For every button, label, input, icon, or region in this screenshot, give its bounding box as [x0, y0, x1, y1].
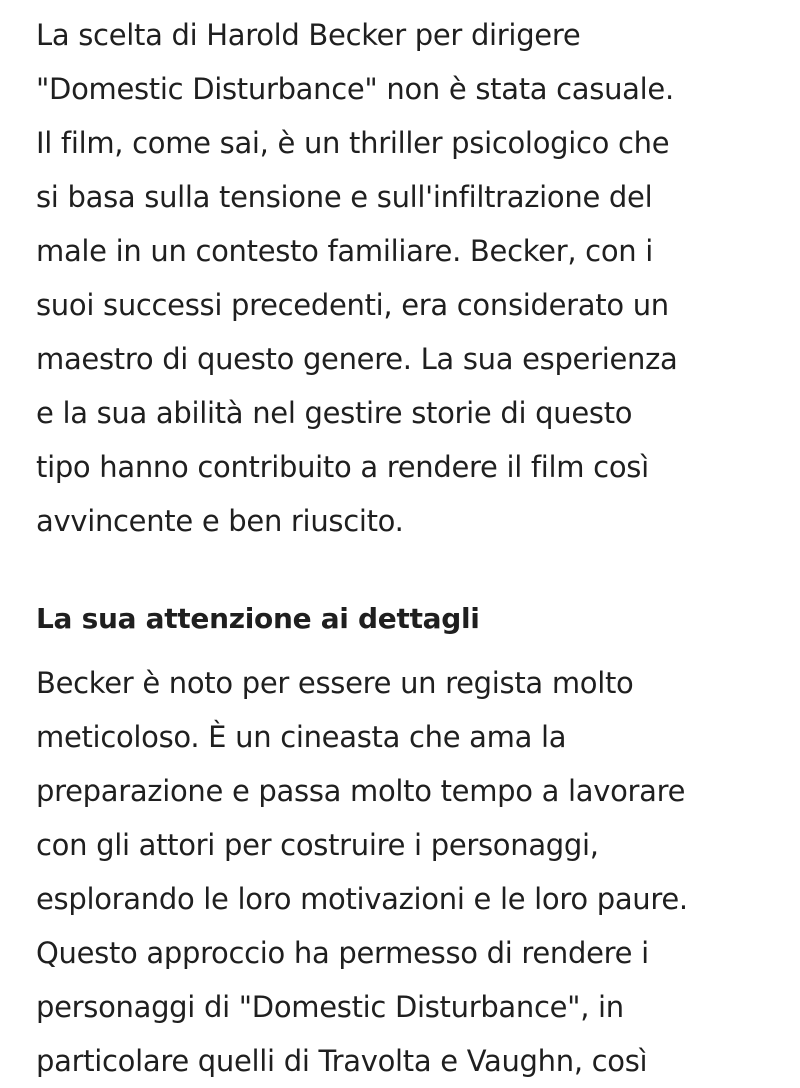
- paragraph-line: La scelta di Harold Becker per dirigere: [36, 18, 581, 52]
- paragraph-line: suoi successi precedenti, era considerato un: [36, 288, 669, 322]
- paragraph-line: meticoloso. È un cineasta che ama la: [36, 720, 567, 754]
- paragraph-line: particolare quelli di Travolta e Vaughn, così: [36, 1044, 648, 1078]
- paragraph-line: Il film, come sai, è un thriller psicologico che: [36, 126, 670, 160]
- paragraph-line: si basa sulla tensione e sull'infiltrazione del: [36, 180, 653, 214]
- paragraph-director-choice: [36, 0, 776, 548]
- paragraph-line: Becker è noto per essere un regista molto: [36, 666, 634, 700]
- section-heading: La sua attenzione ai dettagli: [36, 602, 480, 635]
- paragraph-line: avvincente e ben riuscito.: [36, 504, 404, 538]
- paragraph-line: con gli attori per costruire i personaggi,: [36, 828, 599, 862]
- paragraph-line: preparazione e passa molto tempo a lavorare: [36, 774, 686, 808]
- article-body: [36, 0, 776, 1088]
- paragraph-line: maestro di questo genere. La sua esperienza: [36, 342, 678, 376]
- paragraph-line: "Domestic Disturbance" non è stata casuale.: [36, 72, 674, 106]
- paragraph-line: male in un contesto familiare. Becker, con i: [36, 234, 654, 268]
- paragraph-line: e la sua abilità nel gestire storie di questo: [36, 396, 633, 430]
- paragraph-line: Questo approccio ha permesso di rendere i: [36, 936, 649, 970]
- paragraph-line: esplorando le loro motivazioni e le loro paure.: [36, 882, 688, 916]
- paragraph-line: personaggi di "Domestic Disturbance", in: [36, 990, 624, 1024]
- paragraph-line: tipo hanno contribuito a rendere il film così: [36, 450, 649, 484]
- paragraph-attention-to-detail: [36, 656, 776, 1088]
